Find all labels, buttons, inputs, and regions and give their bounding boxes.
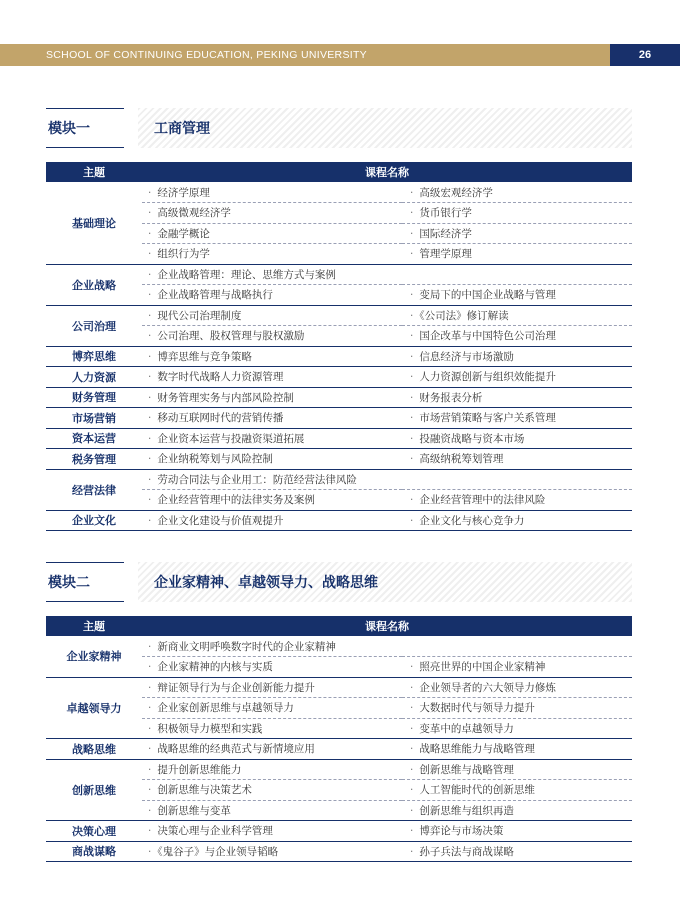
course-cell [402, 636, 632, 657]
bullet-icon: · [148, 640, 152, 653]
course-name: 企业纳税筹划与风险控制 [157, 453, 273, 466]
course-cell [402, 698, 632, 719]
bullet-icon: · [148, 453, 152, 466]
topic-cell: 人力资源 [46, 367, 142, 388]
course-name: 战略思维的经典范式与新情境应用 [157, 743, 315, 756]
topic-cell: 企业家精神 [46, 636, 142, 677]
bullet-icon: · [410, 207, 414, 220]
table-header-row [46, 616, 632, 636]
topic-cell: 基础理论 [46, 182, 142, 264]
course-name: 照亮世界的中国企业家精神 [419, 661, 546, 674]
course-name: 现代公司治理制度 [157, 309, 242, 322]
course-name: 孙子兵法与商战谋略 [419, 845, 514, 858]
course-name: 提升创新思维能力 [157, 763, 242, 776]
bullet-icon: · [410, 661, 414, 674]
bullet-icon: · [148, 804, 152, 817]
course-cell [142, 841, 402, 862]
course-cell [402, 510, 632, 531]
bullet-icon: · [148, 661, 152, 674]
bullet-icon: · [148, 391, 152, 404]
bullet-icon: · [410, 309, 414, 322]
bullet-icon: · [148, 330, 152, 343]
bullet-icon: · [148, 248, 152, 261]
course-name: 投融资战略与资本市场 [419, 432, 525, 445]
bullet-icon: · [410, 763, 414, 776]
topic-cell: 市场营销 [46, 408, 142, 429]
course-cell [402, 739, 632, 760]
table-row [46, 182, 632, 203]
course-name: 创新思维与战略管理 [419, 763, 514, 776]
course-cell [142, 759, 402, 780]
bullet-icon: · [148, 473, 152, 486]
course-name: 企业文化建设与价值观提升 [157, 514, 284, 527]
school-name: SCHOOL OF CONTINUING EDUCATION, PEKING UNIVERSITY [46, 49, 367, 61]
table-row [46, 759, 632, 780]
bullet-icon: · [148, 784, 152, 797]
topic-cell: 财务管理 [46, 387, 142, 408]
course-cell [142, 326, 402, 347]
course-cell [142, 657, 402, 678]
topic-cell: 资本运营 [46, 428, 142, 449]
course-cell [142, 387, 402, 408]
course-cell [142, 346, 402, 367]
course-name: 财务管理实务与内部风险控制 [157, 391, 294, 404]
table-row [46, 264, 632, 285]
table-row [46, 636, 632, 657]
course-name: 企业资本运营与投融资渠道拓展 [157, 432, 305, 445]
module-title: 工商管理 [138, 108, 632, 148]
topic-header: 主题 [46, 616, 142, 636]
course-name: 变局下的中国企业战略与管理 [419, 289, 556, 302]
bullet-icon: · [148, 763, 152, 776]
topic-cell: 博弈思维 [46, 346, 142, 367]
bullet-icon: · [148, 186, 152, 199]
header-band [0, 44, 610, 66]
course-cell [402, 780, 632, 801]
bullet-icon: · [410, 784, 414, 797]
course-cell [402, 841, 632, 862]
table-row [46, 346, 632, 367]
bullet-icon: · [410, 681, 414, 694]
course-cell [142, 821, 402, 842]
bullet-icon: · [148, 432, 152, 445]
bullet-icon: · [410, 702, 414, 715]
course-cell [142, 490, 402, 511]
course-cell [142, 408, 402, 429]
course-name: 劳动合同法与企业用工：防范经营法律风险 [157, 473, 357, 486]
course-cell [402, 203, 632, 224]
topic-cell: 企业战略 [46, 264, 142, 305]
course-name: 金融学概论 [157, 227, 210, 240]
bullet-icon: · [410, 350, 414, 363]
course-name: 变革中的卓越领导力 [419, 722, 514, 735]
bullet-icon: · [148, 702, 152, 715]
bullet-icon: · [410, 494, 414, 507]
course-cell [402, 182, 632, 203]
bullet-icon: · [148, 845, 152, 858]
course-name: 企业战略管理：理论、思维方式与案例 [157, 268, 336, 281]
course-cell [142, 428, 402, 449]
course-name: 博弈思维与竞争策略 [157, 350, 252, 363]
bullet-icon: · [410, 804, 414, 817]
topic-cell: 决策心理 [46, 821, 142, 842]
course-cell [402, 469, 632, 490]
course-cell [142, 264, 402, 285]
course-name: 企业领导者的六大领导力修炼 [419, 681, 556, 694]
table-row [46, 841, 632, 862]
bullet-icon: · [410, 248, 414, 261]
topic-cell: 创新思维 [46, 759, 142, 821]
course-cell [402, 346, 632, 367]
course-name: 人力资源创新与组织效能提升 [419, 371, 556, 384]
bullet-icon: · [410, 412, 414, 425]
course-cell [402, 264, 632, 285]
table-row [46, 677, 632, 698]
topic-header: 主题 [46, 162, 142, 182]
course-name: 企业经营管理中的法律风险 [419, 494, 546, 507]
course-name: 企业战略管理与战略执行 [157, 289, 273, 302]
bullet-icon: · [410, 453, 414, 466]
course-cell [402, 759, 632, 780]
course-cell [142, 244, 402, 265]
course-cell [402, 305, 632, 326]
course-cell [142, 718, 402, 739]
course-name: 管理学原理 [419, 248, 472, 261]
bullet-icon: · [148, 289, 152, 302]
course-name: 国企改革与中国特色公司治理 [419, 330, 556, 343]
course-cell [142, 449, 402, 470]
bullet-icon: · [148, 268, 152, 281]
course-cell [402, 718, 632, 739]
course-name: 《鬼谷子》与企业领导韬略 [157, 845, 279, 858]
course-name: 经济学原理 [157, 186, 210, 199]
module-label: 模块二 [46, 562, 124, 602]
bullet-icon: · [410, 227, 414, 240]
table-row [46, 469, 632, 490]
bullet-icon: · [410, 845, 414, 858]
course-cell [142, 203, 402, 224]
course-cell [142, 510, 402, 531]
course-cell [402, 223, 632, 244]
course-cell [402, 326, 632, 347]
module-header [46, 562, 632, 602]
course-name: 博弈论与市场决策 [419, 825, 504, 838]
topic-cell: 税务管理 [46, 449, 142, 470]
course-name: 创新思维与组织再造 [419, 804, 514, 817]
course-cell [402, 449, 632, 470]
course-name: 组织行为学 [157, 248, 210, 261]
course-cell [402, 285, 632, 306]
course-cell [402, 800, 632, 821]
course-name: 企业经营管理中的法律实务及案例 [157, 494, 315, 507]
topic-cell: 经营法律 [46, 469, 142, 510]
course-name: 移动互联网时代的营销传播 [157, 412, 284, 425]
topic-cell: 卓越领导力 [46, 677, 142, 739]
table-row [46, 449, 632, 470]
course-name: 创新思维与决策艺术 [157, 784, 252, 797]
bullet-icon: · [148, 371, 152, 384]
course-name: 企业家精神的内核与实质 [157, 661, 273, 674]
course-cell [142, 469, 402, 490]
course-name: 企业文化与核心竞争力 [419, 514, 525, 527]
course-name: 企业家创新思维与卓越领导力 [157, 702, 294, 715]
course-name: 大数据时代与领导力提升 [419, 702, 535, 715]
topic-cell: 商战谋略 [46, 841, 142, 862]
course-cell [402, 677, 632, 698]
course-cell [402, 657, 632, 678]
course-name: 《公司法》修订解读 [419, 309, 509, 322]
bullet-icon: · [410, 330, 414, 343]
course-cell [142, 182, 402, 203]
bullet-icon: · [148, 494, 152, 507]
bullet-icon: · [410, 289, 414, 302]
module-header [46, 108, 632, 148]
course-cell [142, 367, 402, 388]
topic-cell: 企业文化 [46, 510, 142, 531]
bullet-icon: · [148, 412, 152, 425]
table-row [46, 387, 632, 408]
course-cell [142, 800, 402, 821]
course-cell [402, 490, 632, 511]
course-cell [142, 285, 402, 306]
course-name: 货币银行学 [419, 207, 472, 220]
course-name: 数字时代战略人力资源管理 [157, 371, 284, 384]
page-header [0, 44, 680, 66]
course-name: 新商业文明呼唤数字时代的企业家精神 [157, 640, 336, 653]
bullet-icon: · [410, 514, 414, 527]
bullet-icon: · [148, 681, 152, 694]
course-cell [402, 408, 632, 429]
course-cell [402, 387, 632, 408]
table-row [46, 821, 632, 842]
course-name: 战略思维能力与战略管理 [419, 743, 535, 756]
bullet-icon: · [410, 371, 414, 384]
course-name: 市场营销策略与客户关系管理 [419, 412, 556, 425]
course-table [46, 162, 632, 531]
course-name: 积极领导力模型和实践 [157, 722, 263, 735]
bullet-icon: · [410, 825, 414, 838]
course-name: 公司治理、股权管理与股权激励 [157, 330, 305, 343]
course-name: 国际经济学 [419, 227, 472, 240]
bullet-icon: · [148, 207, 152, 220]
bullet-icon: · [148, 350, 152, 363]
course-cell [142, 739, 402, 760]
bullet-icon: · [148, 227, 152, 240]
table-row [46, 408, 632, 429]
bullet-icon: · [148, 309, 152, 322]
course-name: 财务报表分析 [419, 391, 483, 404]
course-cell [142, 305, 402, 326]
topic-cell: 公司治理 [46, 305, 142, 346]
table-row [46, 367, 632, 388]
course-cell [402, 428, 632, 449]
course-name: 高级宏观经济学 [419, 186, 493, 199]
bullet-icon: · [410, 722, 414, 735]
module-label: 模块一 [46, 108, 124, 148]
course-cell [402, 367, 632, 388]
course-cell [402, 244, 632, 265]
bullet-icon: · [148, 825, 152, 838]
course-table [46, 616, 632, 862]
course-name: 信息经济与市场激励 [419, 350, 514, 363]
bullet-icon: · [148, 743, 152, 756]
course-name: 创新思维与变革 [157, 804, 231, 817]
course-cell [142, 677, 402, 698]
bullet-icon: · [410, 186, 414, 199]
course-cell [402, 821, 632, 842]
course-cell [142, 780, 402, 801]
page-number: 26 [610, 44, 680, 66]
table-row [46, 510, 632, 531]
course-header: 课程名称 [142, 616, 632, 636]
course-name: 辩证领导行为与企业创新能力提升 [157, 681, 315, 694]
bullet-icon: · [410, 743, 414, 756]
table-row [46, 428, 632, 449]
bullet-icon: · [410, 391, 414, 404]
bullet-icon: · [148, 514, 152, 527]
course-name: 高级微观经济学 [157, 207, 231, 220]
bullet-icon: · [148, 722, 152, 735]
course-name: 高级纳税筹划管理 [419, 453, 504, 466]
module-title: 企业家精神、卓越领导力、战略思维 [138, 562, 632, 602]
table-header-row [46, 162, 632, 182]
course-cell [142, 698, 402, 719]
bullet-icon: · [410, 432, 414, 445]
course-name: 人工智能时代的创新思维 [419, 784, 535, 797]
topic-cell: 战略思维 [46, 739, 142, 760]
course-header: 课程名称 [142, 162, 632, 182]
table-row [46, 305, 632, 326]
course-cell [142, 636, 402, 657]
course-cell [142, 223, 402, 244]
table-row [46, 739, 632, 760]
course-name: 决策心理与企业科学管理 [157, 825, 273, 838]
